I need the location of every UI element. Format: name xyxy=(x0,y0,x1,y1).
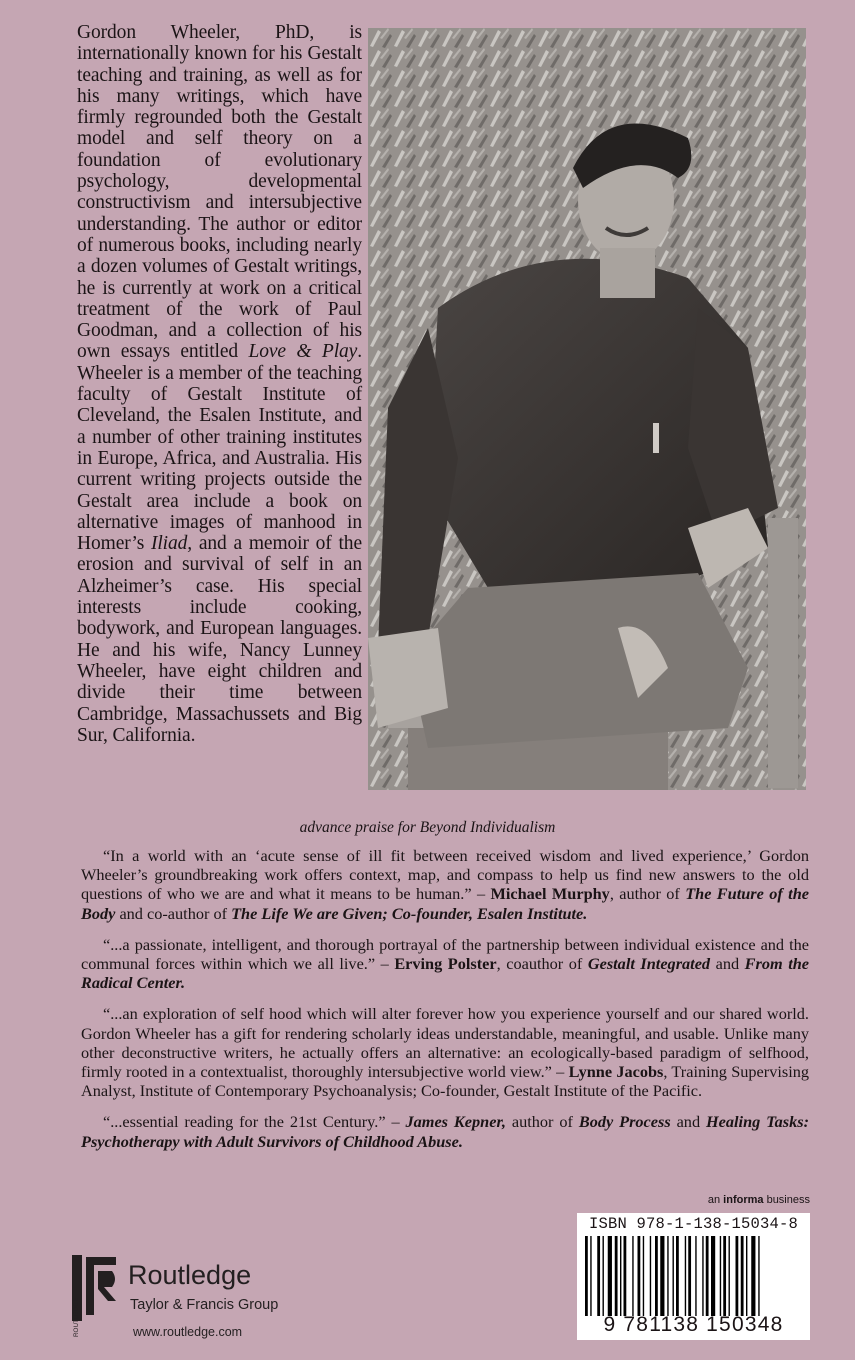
barcode-bar xyxy=(741,1236,744,1316)
quote-jacobs: “...an exploration of self hood which will alter forever how you experience yourself and our shared world. Gordon Wheeler has a gift for rendering scholarly ideas understandable, meaningful, and usable. Unlike many other deconstructive writers, he actually offers an alternative: an ecologically-based paradigm of selfhood, firmly rooted in a contextualist, thoroughly intersubjective world view.” – Lynne Jacobs, Training Supervising Analyst, Institute of Contemporary Psychoanalysis; Co-founder, Gestalt Institute of the Pacific. xyxy=(81,1004,809,1101)
quote-author: Lynne Jacobs xyxy=(568,1062,664,1082)
barcode-digits: 9 781138 150348 xyxy=(603,1313,784,1336)
barcode-bar xyxy=(673,1236,674,1316)
bio-book-title-iliad: Iliad, xyxy=(150,533,193,555)
bio-text-3: and a memoir of the erosion and survival of self in an Alzheimer’s case. His special interests include cooking, bodywork, and European languages. He and his wife, Nancy Lunney Wheeler, have eight children and divide their time between Cambridge, Massachussets and Big Sur, California. xyxy=(77,533,362,746)
informa-business-label: an informa business xyxy=(707,1194,810,1206)
barcode-bar xyxy=(706,1236,709,1316)
barcode-bar xyxy=(624,1236,627,1316)
quote-work-title: Gestalt Integrated xyxy=(587,954,711,974)
quote-work-title: Body Process xyxy=(578,1112,671,1132)
barcode-bar xyxy=(720,1236,721,1316)
quote-polster: “...a passionate, intelligent, and thorough portrayal of the partnership between individual existence and the communal forces within which we all live.” – Erving Polster, coauthor of Gestalt Integrated and From the Radical Center. xyxy=(81,934,809,993)
praise-quotes xyxy=(81,846,809,1163)
barcode-bar xyxy=(603,1236,604,1316)
barcode-bar xyxy=(660,1236,664,1316)
quote-work-title: From the Radical Center. xyxy=(81,954,809,993)
barcode-bar xyxy=(746,1236,747,1316)
author-photo xyxy=(368,28,806,790)
quote-work-title: Healing Tasks: Psychotherapy with Adult Survivors of Childhood Abuse. xyxy=(81,1112,810,1151)
author-biography xyxy=(77,22,362,746)
barcode-bar xyxy=(751,1236,755,1316)
barcode-bar xyxy=(667,1236,668,1316)
barcode-bar xyxy=(585,1236,588,1316)
barcode-bar xyxy=(632,1236,633,1316)
barcode-bar xyxy=(597,1236,600,1316)
barcode-bar xyxy=(729,1236,730,1316)
barcode-bar xyxy=(615,1236,618,1316)
quote-author: James Kepner, xyxy=(405,1112,506,1132)
barcode-bar xyxy=(650,1236,651,1316)
barcode-bar xyxy=(688,1236,691,1316)
barcode-bar xyxy=(711,1236,715,1316)
publisher-name: Routledge xyxy=(128,1260,252,1290)
quote-work-title: The Future of the Body xyxy=(81,884,809,923)
barcode-bars xyxy=(585,1236,802,1316)
barcode-bar xyxy=(608,1236,612,1316)
quote-murphy: “In a world with an ‘acute sense of ill fit between received wisdom and lived experience,’ Gordon Wheeler’s groundbreaking work offers context, map, and compass to help us find new answers to the old questions of who we are and what it means to be human.” – Michael Murphy, author of The Future of the Body and co-author of The Life We are Given; Co-founder, Esalen Institute. xyxy=(81,846,809,923)
bio-text-1: Gordon Wheeler, PhD, is internationally known for his Gestalt teaching and training, as well as for his many writings, which have firmly regrounded both the Gestalt model and self theory on a foundation of evolutionary psychology, developmental constructivism and intersubjective understanding. The author or editor of numerous books, including nearly a dozen volumes of Gestalt writings, he is currently at work on a critical treatment of the work of Paul Goodman, and a collection of his own essays entitled xyxy=(77,22,362,363)
barcode-bar xyxy=(758,1236,759,1316)
isbn-label: ISBN 978-1-138-15034-8 xyxy=(588,1215,799,1233)
routledge-logo-icon xyxy=(72,1255,120,1345)
barcode-bar xyxy=(676,1236,679,1316)
praise-heading: advance praise for Beyond Individualism xyxy=(299,819,556,836)
barcode-bar xyxy=(695,1236,696,1316)
quote-author: Erving Polster xyxy=(394,954,497,974)
publisher-group: Taylor & Francis Group xyxy=(130,1297,279,1313)
barcode-bar xyxy=(655,1236,658,1316)
barcode-bar xyxy=(590,1236,591,1316)
quote-author: Michael Murphy xyxy=(490,884,610,904)
barcode-bar xyxy=(736,1236,739,1316)
barcode-bar xyxy=(643,1236,644,1316)
logo-vertical-text: ROUTLEDGE xyxy=(73,1297,80,1337)
barcode-bar xyxy=(620,1236,621,1316)
barcode-bar xyxy=(685,1236,686,1316)
quote-kepner: “...essential reading for the 21st Century.” – James Kepner, author of Body Process and Healing Tasks: Psychotherapy with Adult Survivors of Childhood Abuse. xyxy=(81,1112,810,1151)
bio-book-title-love-play: Love & Play xyxy=(248,341,358,363)
isbn-barcode xyxy=(577,1213,810,1340)
barcode-bar xyxy=(702,1236,703,1316)
bio-text-2: . Wheeler is a member of the teaching faculty of Gestalt Institute of Cleveland, the Esalen Institute, and a number of other training institutes in Europe, Africa, and Australia. His current writing projects outside the Gestalt area include a book on alternative images of manhood in Homer’s xyxy=(77,341,363,555)
quote-work-title: The Life We are Given; Co-founder, Esalen Institute. xyxy=(231,903,588,923)
publisher-website[interactable]: www.routledge.com xyxy=(133,1325,243,1339)
barcode-bar xyxy=(638,1236,641,1316)
barcode-bar xyxy=(723,1236,726,1316)
